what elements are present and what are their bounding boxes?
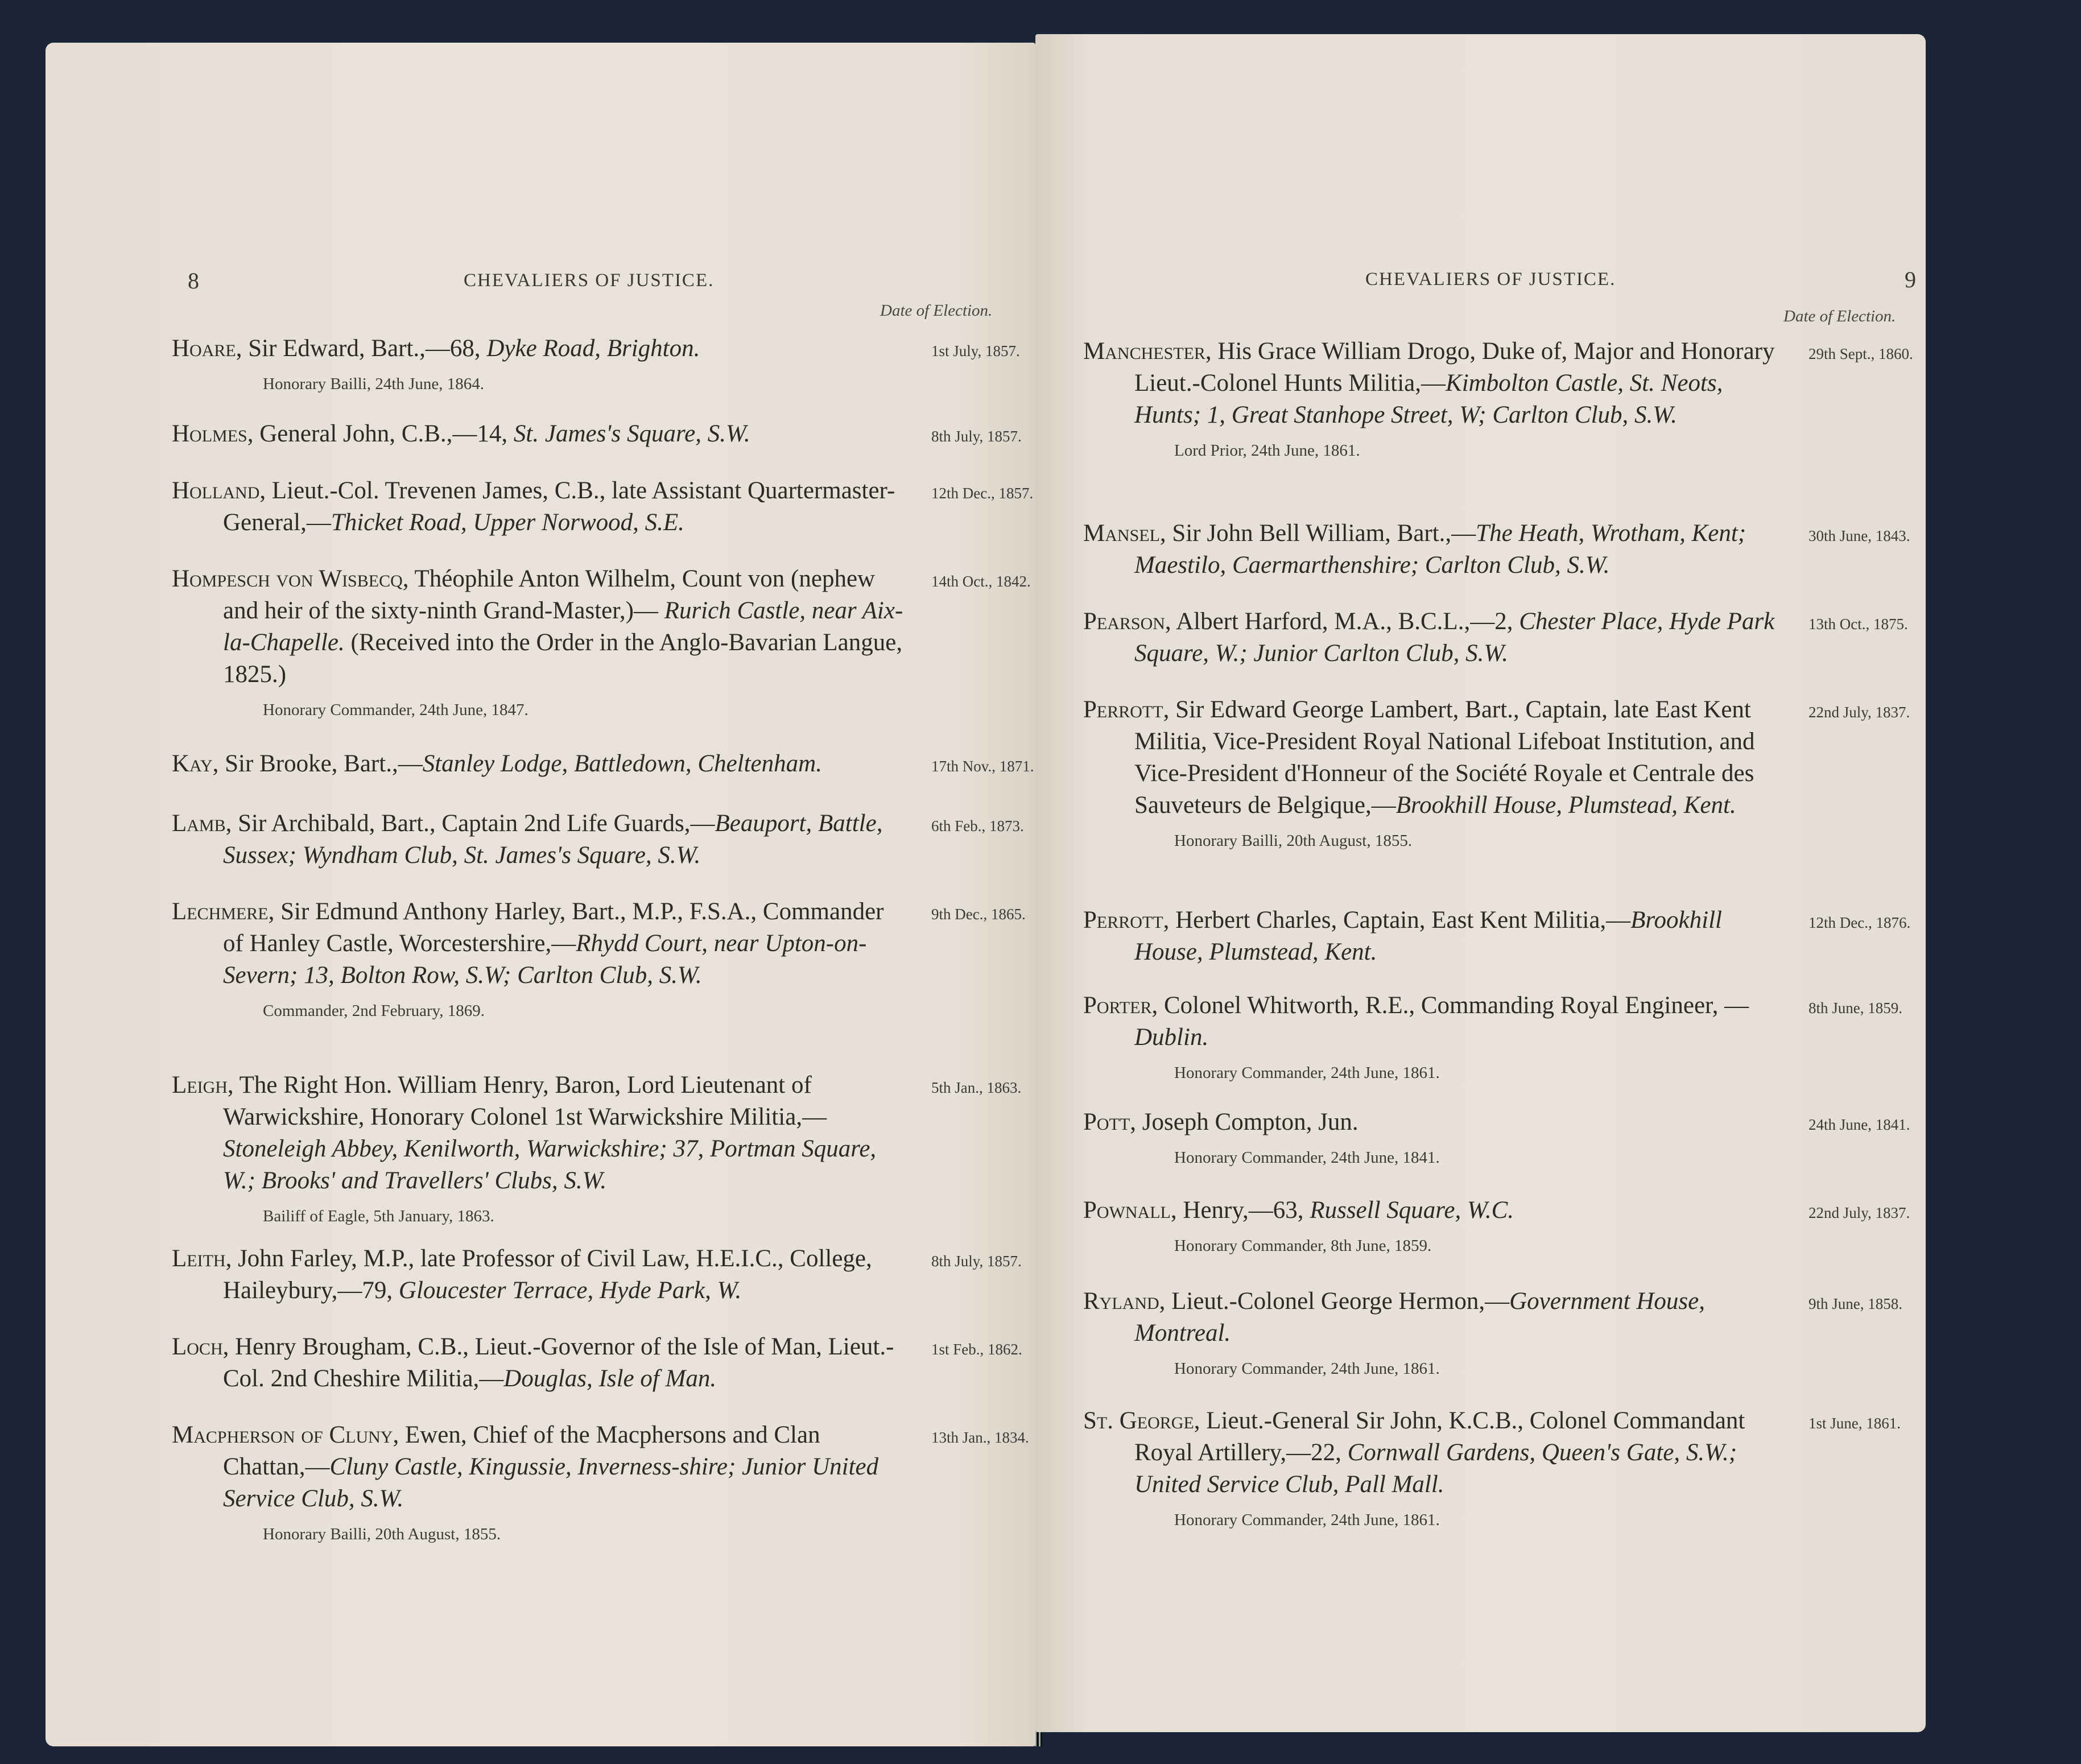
election-date: 8th July, 1857. [931, 428, 1022, 445]
election-date: 1st July, 1857. [931, 342, 1020, 360]
entry: Leith, John Farley, M.P., late Professor of Civil Law, H.E.I.C., College, Haileybury,—79, Gloucester Terrace, Hyde Park, W. 8th July, 1857. [172, 1245, 1022, 1304]
entry: Pott, Joseph Compton, Jun. Honorary Commander, 24th June, 1841. 24th June, 1841. [1083, 1106, 1789, 1169]
election-date: 22nd July, 1837. [1809, 1204, 1910, 1221]
entry: Ryland, Lieut.-Colonel George Hermon,—Government House, Montreal. Honorary Commander, 24th June, 1861. 9th June, 1858. [1083, 1286, 1789, 1380]
election-date: 9th June, 1858. [1809, 1295, 1902, 1312]
election-date: 8th June, 1859. [1809, 999, 1902, 1017]
entry-note: Honorary Commander, 24th June, 1861. [1174, 1360, 1440, 1378]
entry: St. George, Lieut.-General Sir John, K.C.B., Colonel Commandant Royal Artillery,—22, Cornwall Gardens, Queen's Gate, S.W.; United Service Club, Pall Mall. Honorary Commander, 24th June, 1861. 1st June, 1861. [1083, 1405, 1789, 1531]
entry: Kay, Sir Brooke, Bart.,—Stanley Lodge, Battledown, Cheltenham. 17th Nov., 1871. [172, 748, 906, 780]
entry: Perrott, Sir Edward George Lambert, Bart., Captain, late East Kent Militia, Vice-President Royal National Lifeboat Institution, and Vice-President d'Honneur of the Société Royale et Centrale des Sauveteurs de Belgique,—Brookhill House, Plumstead, Kent. Honorary Bailli, 20th August, 1855. 22nd July, 1837. [1083, 694, 1789, 852]
election-date: 13th Jan., 1834. [931, 1429, 1029, 1446]
election-date: 12th Dec., 1857. [931, 485, 1034, 502]
election-date: 12th Dec., 1876. [1809, 914, 1911, 931]
page-number: 9 [1905, 267, 1916, 292]
page-number: 8 [188, 268, 199, 294]
entry: Perrott, Herbert Charles, Captain, East Kent Militia,—Brookhill House, Plumstead, Kent. 12th Dec., 1876. [1083, 907, 1911, 965]
election-date: 8th July, 1857. [931, 1253, 1022, 1270]
running-head: CHEVALIERS OF JUSTICE. [1365, 269, 1616, 290]
entry-note: Commander, 2nd February, 1869. [263, 1002, 485, 1020]
entry: Manchester, His Grace William Drogo, Duke of, Major and Honorary Lieut.-Colonel Hunts Militia,—Kimbolton Castle, St. Neots, Hunts; 1, Great Stanhope Street, W; Carlton Club, S.W. Lord Prior, 24th June, 1861. 29th Sept., 1860. [1083, 336, 1789, 462]
entry: Hompesch von Wisbecq, Théophile Anton Wilhelm, Count von (nephew and heir of the sixty-ninth Grand-Master,)— Rurich Castle, near Aix-la-Chapelle. (Received into the Order in the Anglo-Bavarian Langue, 1825.) Honorary Commander, 24th June, 1847. 14th Oct., 1842. [172, 563, 906, 721]
entry: Hoare, Sir Edward, Bart.,—68, Dyke Road, Brighton. Honorary Bailli, 24th June, 1864. 1st July, 1857. [172, 333, 906, 395]
election-date: 9th Dec., 1865. [931, 906, 1026, 923]
entry-note: Honorary Bailli, 24th June, 1864. [263, 375, 485, 393]
entry: Holmes, General John, C.B.,—14, St. James's Square, S.W. 8th July, 1857. [172, 418, 906, 450]
election-date: 14th Oct., 1842. [931, 573, 1031, 590]
entry-note: Bailiff of Eagle, 5th January, 1863. [263, 1207, 494, 1225]
entry: Lamb, Sir Archibald, Bart., Captain 2nd Life Guards,—Beauport, Battle, Sussex; Wyndham Club, St. James's Square, S.W. 6th Feb., 1873. [172, 810, 1024, 869]
running-head: CHEVALIERS OF JUSTICE. [464, 270, 715, 291]
election-date: 1st Feb., 1862. [931, 1341, 1022, 1358]
right-page [1035, 34, 1926, 1732]
entry-note: Honorary Commander, 24th June, 1841. [1174, 1149, 1440, 1167]
entry-note: Honorary Bailli, 20th August, 1855. [263, 1525, 501, 1543]
date-of-election-header: Date of Election. [1783, 307, 1896, 325]
entry-note: Honorary Commander, 8th June, 1859. [1174, 1237, 1432, 1255]
entry: Porter, Colonel Whitworth, R.E., Commanding Royal Engineer, —Dublin. Honorary Commander, 24th June, 1861. 8th June, 1859. [1083, 990, 1789, 1084]
entry-note: Honorary Commander, 24th June, 1861. [1174, 1511, 1440, 1529]
election-date: 30th June, 1843. [1809, 527, 1910, 544]
entry-note: Honorary Commander, 24th June, 1861. [1174, 1064, 1440, 1082]
entry: Leigh, The Right Hon. William Henry, Baron, Lord Lieutenant of Warwickshire, Honorary Colonel 1st Warwickshire Militia,—Stoneleigh Abbey, Kenilworth, Warwickshire; 37, Portman Square, W.; Brooks' and Travellers' Clubs, S.W. Bailiff of Eagle, 5th January, 1863. 5th Jan., 1863. [172, 1069, 906, 1228]
election-date: 13th Oct., 1875. [1809, 615, 1908, 633]
entry: Lechmere, Sir Edmund Anthony Harley, Bart., M.P., F.S.A., Commander of Hanley Castle, Worcestershire,—Rhydd Court, near Upton-on-Severn; 13, Bolton Row, S.W; Carlton Club, S.W. Commander, 2nd February, 1869. 9th Dec., 1865. [172, 896, 906, 1022]
left-page [46, 43, 1035, 1746]
entry: Holland, Lieut.-Col. Trevenen James, C.B., late Assistant Quartermaster-General,—Thicket Road, Upper Norwood, S.E. 12th Dec., 1857. [172, 477, 1034, 536]
entry-note: Honorary Commander, 24th June, 1847. [263, 701, 528, 719]
date-of-election-header: Date of Election. [880, 301, 993, 320]
election-date: 1st June, 1861. [1809, 1415, 1901, 1432]
entry-note: Honorary Bailli, 20th August, 1855. [1174, 832, 1413, 850]
entry: Loch, Henry Brougham, C.B., Lieut.-Governor of the Isle of Man, Lieut.-Col. 2nd Cheshire Militia,—Douglas, Isle of Man. 1st Feb., 1862. [172, 1333, 1022, 1392]
entry: Pownall, Henry,—63, Russell Square, W.C. Honorary Commander, 8th June, 1859. 22nd July, 1837. [1083, 1195, 1789, 1257]
entry: Macpherson of Cluny, Ewen, Chief of the Macphersons and Clan Chattan,—Cluny Castle, Kingussie, Inverness-shire; Junior United Service Club, S.W. Honorary Bailli, 20th August, 1855. 13th Jan., 1834. [172, 1419, 906, 1546]
election-date: 17th Nov., 1871. [931, 758, 1034, 775]
entry: Pearson, Albert Harford, M.A., B.C.L.,—2, Chester Place, Hyde Park Square, W.; Junior Carlton Club, S.W. 13th Oct., 1875. [1083, 608, 1908, 667]
election-date: 29th Sept., 1860. [1809, 345, 1913, 362]
election-date: 5th Jan., 1863. [931, 1079, 1022, 1096]
entry-note: Lord Prior, 24th June, 1861. [1174, 441, 1360, 460]
election-date: 22nd July, 1837. [1809, 704, 1910, 721]
election-date: 6th Feb., 1873. [931, 817, 1024, 835]
election-date: 24th June, 1841. [1809, 1116, 1910, 1133]
entry: Mansel, Sir John Bell William, Bart.,—The Heath, Wrotham, Kent; Maestilo, Caermarthenshire; Carlton Club, S.W. 30th June, 1843. [1083, 520, 1910, 579]
